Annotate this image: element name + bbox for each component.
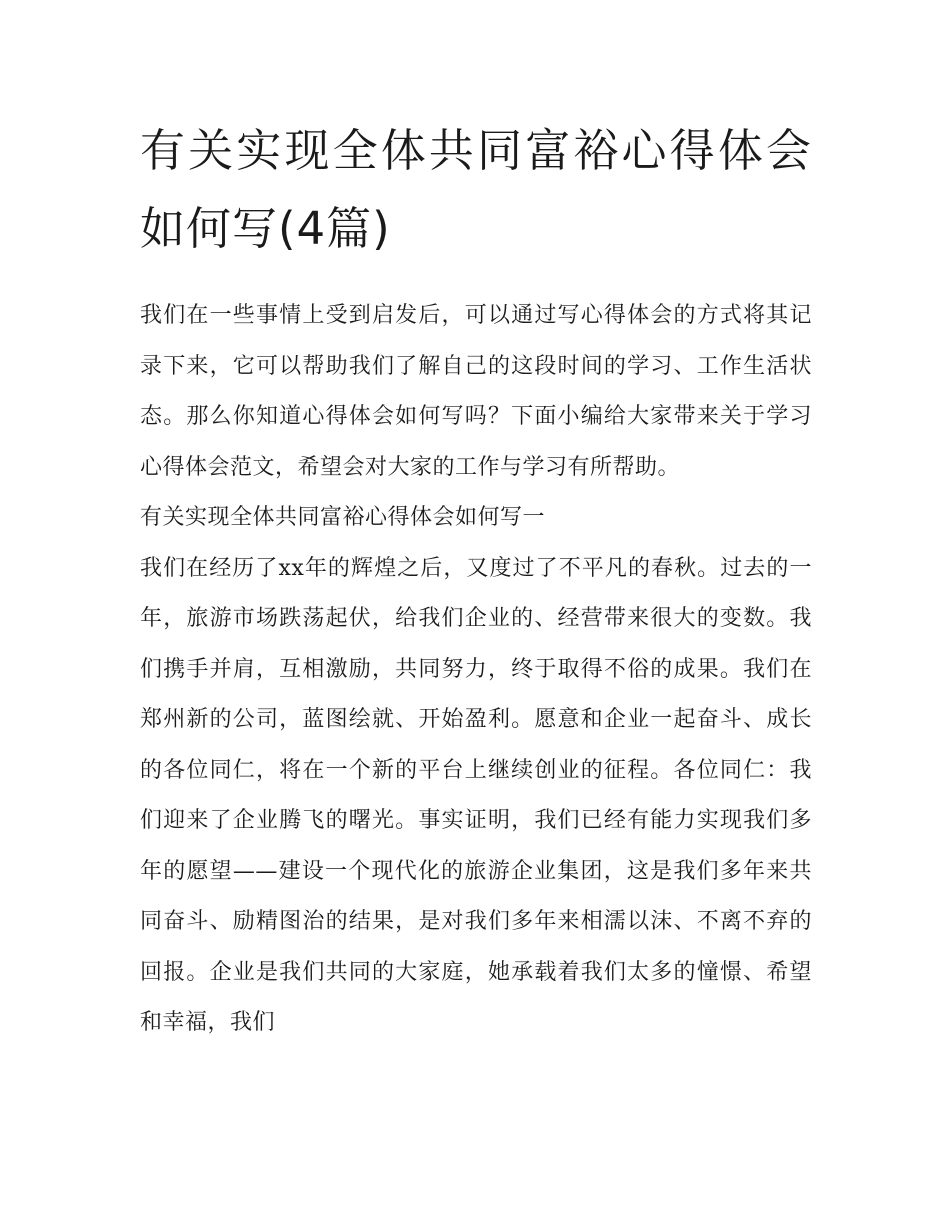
section-heading: 有关实现全体共同富裕心得体会如何写一 — [140, 505, 546, 530]
document-title: 有关实现全体共同富裕心得体会如何写(4篇) — [140, 124, 812, 255]
body-paragraph: 我们在经历了xx年的辉煌之后，又度过了不平凡的春秋。过去的一年，旅游市场跌荡起伏，给我们企业的、经营带来很大的变数。我们携手并肩，互相激励，共同努力，终于取得不俗的成果。我们在郑州新的公司，蓝图绘就、开始盈利。愿意和企业一起奋斗、成长的各位同仁，将在一个新的平台上继续创业的征程。各位同仁：我们迎来了企业腾飞的曙光。事实证明，我们已经有能力实现我们多年的愿望——建设一个现代化的旅游企业集团，这是我们多年来共同奋斗、励精图治的结果，是对我们多年来相濡以沫、不离不弃的回报。企业是我们共同的大家庭，她承载着我们太多的憧憬、希望和幸福，我们 — [140, 555, 812, 1035]
intro-paragraph: 我们在一些事情上受到启发后，可以通过写心得体会的方式将其记录下来，它可以帮助我们了解自己的这段时间的学习、工作生活状态。那么你知道心得体会如何写吗？下面小编给大家带来关于学习心得体会范文，希望会对大家的工作与学习有所帮助。 — [140, 303, 812, 480]
document-page — [140, 112, 812, 1049]
